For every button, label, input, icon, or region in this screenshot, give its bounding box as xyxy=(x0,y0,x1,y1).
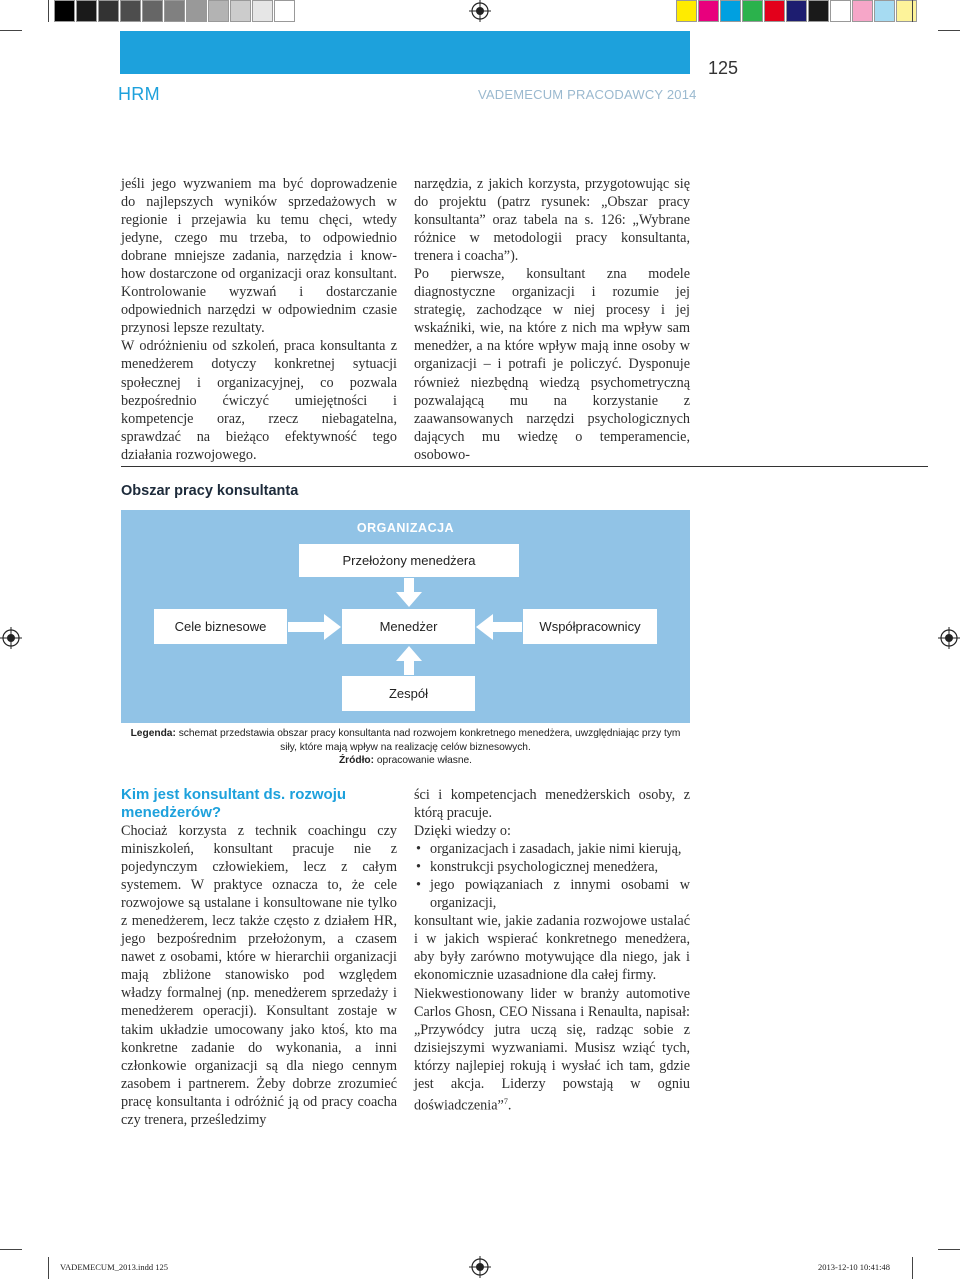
legend-text: schemat przedstawia obszar pracy konsultanta nad rozwojem konkretnego menedżera, uwzględniając przy tym siły, które mają wpływ na realizację celów biznesowych. xyxy=(175,728,681,753)
color-swatch xyxy=(830,0,851,22)
section-divider xyxy=(121,466,928,467)
crop-mark xyxy=(912,1257,913,1279)
diagram-box-manager: Menedżer xyxy=(342,609,475,644)
paragraph: W odróżnieniu od szkoleń, praca konsultanta z menedżerem dotyczy konkretnej sytuacji społecznej i organizacyjnej, co pozwala bezpośrednio ćwiczyć umiejętności i kompetencje oraz, rzecz niebagatelna, sprawdzać na bieżąco efektywność tego działania rozwojowego. xyxy=(121,338,397,463)
arrow-left-icon xyxy=(476,613,523,641)
crop-mark xyxy=(938,30,960,31)
registration-mark-icon xyxy=(469,1256,491,1278)
registration-mark-icon xyxy=(469,0,491,22)
color-swatch xyxy=(142,0,163,22)
color-swatch xyxy=(720,0,741,22)
paragraph: narzędzia, z jakich korzysta, przygotowując się do projektu (patrz rysunek: „Obszar pracy konsultanta” oraz tabela na s. 126: „Wybrane różnice w metodologii pracy konsultanta, trenera i coacha”). xyxy=(414,176,690,265)
diagram-box-coworkers: Współpracownicy xyxy=(523,609,657,644)
color-swatch xyxy=(786,0,807,22)
color-swatch xyxy=(698,0,719,22)
paragraph: Dzięki wiedzy o: xyxy=(414,823,511,840)
figure-legend xyxy=(121,727,690,768)
grayscale-strip xyxy=(54,0,296,22)
crop-mark xyxy=(48,1257,49,1279)
crop-mark xyxy=(0,30,22,31)
quote-end: . xyxy=(507,1097,512,1114)
arrow-up-icon xyxy=(395,646,423,676)
footer-timestamp: 2013-12-10 10:41:48 xyxy=(818,1262,891,1272)
text-column-right-lower xyxy=(414,786,690,1115)
color-swatch xyxy=(208,0,229,22)
paragraph: jeśli jego wyzwaniem ma być doprowadzenie do najlepszych wyników sprzedażowych w regionie i przejawia ku temu chęci, wtedy jedyne, czego mu trzeba, to odpowiednio dobrane mniejsze zadania, narzędzia i know-how dostarczone od organizacji oraz konsultant. Kontrolowanie wyzwań i dostarczanie odpowiednich narzędzi w odpowiednim czasie przynosi lepsze rezultaty. xyxy=(121,176,397,337)
registration-mark-icon xyxy=(0,627,22,649)
color-swatch xyxy=(896,0,917,22)
bullet-list xyxy=(414,840,690,912)
section-title: HRM xyxy=(118,84,160,104)
diagram-box-supervisor: Przełożony menedżera xyxy=(299,544,519,577)
text-column-left xyxy=(121,175,397,464)
list-item: • konstrukcji psychologicznej menedżera, xyxy=(414,858,690,876)
section-heading: Kim jest konsultant ds. rozwoju menedżerów? xyxy=(121,786,347,821)
arrow-down-icon xyxy=(395,578,423,608)
text-column-left-lower xyxy=(121,822,397,1129)
color-swatch xyxy=(186,0,207,22)
color-swatch xyxy=(252,0,273,22)
footnote-ref: 7 xyxy=(503,1096,508,1106)
color-swatch xyxy=(164,0,185,22)
color-swatch xyxy=(230,0,251,22)
paragraph: Chociaż korzysta z technik coachingu czy miniszkoleń, konsultant pracuje nie z pojedynczym człowiekiem, lecz z całym systemem. W praktyce oznacza to, że cele rozwojowe są ustalane i konsultowane nie tylko z menedżerem, lecz także często z działem HR, jego bezpośrednim przełożonym, a czasem nawet z osobami, które w hierarchii organizacji mają zbliżone stanowisko pod względem władzy formalnej (np. menedżerem sprzedaży i menedżerem operacji). Konsultant zostaje w takim układzie umocowany jako ktoś, kto ma konkretne zadanie do wykonania, a inni członkowie organizacji są dla niego cennym zasobem i partnerem. Żeby dobrze zrozumieć pracę konsultanta i odróżnić ją od pracy coacha czy trenera, prześledzimy xyxy=(121,823,397,1128)
legend-label: Legenda: xyxy=(130,728,176,739)
diagram-box-business-goals: Cele biznesowe xyxy=(154,609,287,644)
page-number: 125 xyxy=(708,58,739,78)
color-swatch xyxy=(874,0,895,22)
color-swatch xyxy=(808,0,829,22)
color-swatch xyxy=(764,0,785,22)
text-column-right xyxy=(414,175,690,464)
color-swatch xyxy=(852,0,873,22)
organization-label: ORGANIZACJA xyxy=(356,521,455,535)
color-swatch xyxy=(120,0,141,22)
color-swatch xyxy=(676,0,697,22)
publication-title: VADEMECUM PRACODAWCY 2014 xyxy=(478,87,697,102)
color-swatch xyxy=(98,0,119,22)
crop-mark xyxy=(48,0,49,22)
crop-mark xyxy=(912,0,913,22)
paragraph: Po pierwsze, konsultant zna modele diagnostyczne organizacji i rozumie jej strategię, zachodzące w niej procesy i jej wskaźniki, wie, na które z nich ma wpływ sam menedżer, a na które wpływ mają inne osoby w organizacji – i potrafi je policzyć. Dysponuje również niezbędną wiedzą psychometryczną pozwalającą mu na korzystanie z zaawansowanych narzędzi psychologicznych dających mu wiedzę o temperamencie, osobowo- xyxy=(414,266,690,463)
list-item: • jego powiązaniach z innymi osobami w organizacji, xyxy=(414,876,690,912)
color-swatch xyxy=(54,0,75,22)
source-label: Źródło: xyxy=(338,755,375,766)
header-color-bar xyxy=(120,31,690,74)
crop-mark xyxy=(0,1249,22,1250)
color-swatch xyxy=(76,0,97,22)
paragraph: ści i kompetencjach menedżerskich osoby, z którą pracuje. xyxy=(414,787,690,822)
color-strip xyxy=(676,0,918,22)
quote-text: Niekwestionowany lider w branży automotive Carlos Ghosn, CEO Nissana i Renaulta, napisał: „Przywódcy jutra uczą się, radząc sobie z dzisiejszymi wyzwaniami. Musisz wziąć tych, którzy najlepiej rokują i wysłać ich tam, gdzie jest akcja. Liderzy powstają w ogniu doświadczenia” xyxy=(414,985,690,1114)
list-item: • organizacjach i zasadach, jakie nimi kierują, xyxy=(414,840,690,858)
color-swatch xyxy=(274,0,295,22)
footer-file-slug: VADEMECUM_2013.indd 125 xyxy=(60,1262,168,1272)
arrow-right-icon xyxy=(288,613,342,641)
color-swatch xyxy=(742,0,763,22)
paragraph-quote xyxy=(414,985,690,1115)
diagram-box-team: Zespół xyxy=(342,676,475,711)
registration-mark-icon xyxy=(938,627,960,649)
figure-title: Obszar pracy konsultanta xyxy=(121,483,299,499)
crop-mark xyxy=(938,1249,960,1250)
paragraph: konsultant wie, jakie zadania rozwojowe ustalać i w jakich wspierać konkretnego menedżera, aby były zarówno motywujące dla niego, jak i ekonomicznie uzasadnione dla całej firmy. xyxy=(414,913,690,984)
organization-diagram xyxy=(121,510,690,723)
source-text: opracowanie własne. xyxy=(374,755,473,766)
